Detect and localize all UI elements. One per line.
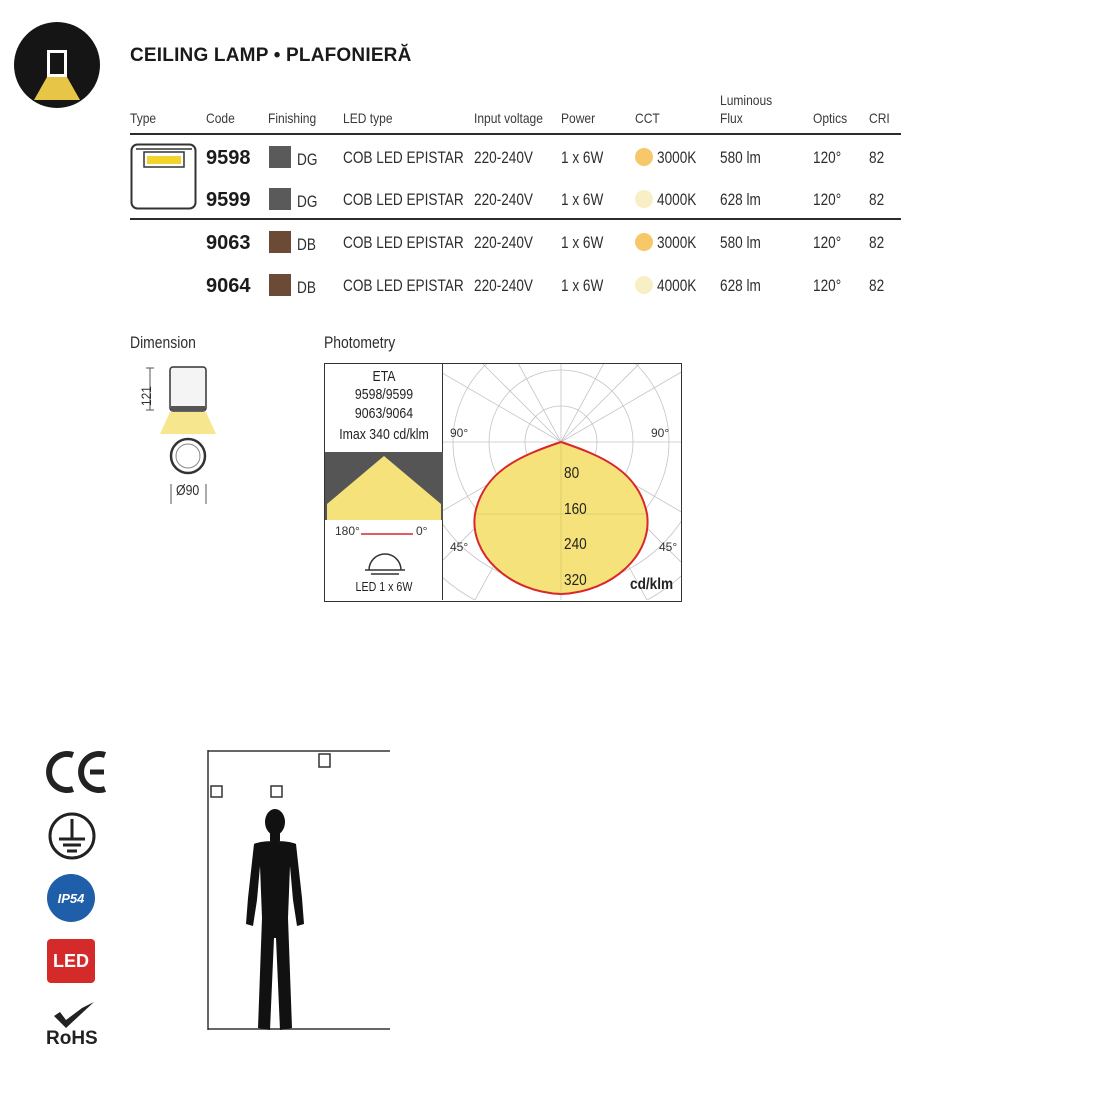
cct-color-dot (635, 148, 653, 166)
cri: 82 (869, 233, 885, 252)
wall-lamp-icon (14, 22, 100, 108)
finish-swatch (269, 146, 291, 168)
finish-swatch (269, 188, 291, 210)
col-power: Power (561, 110, 596, 126)
input-voltage: 220-240V (474, 148, 533, 167)
installation-diagram (206, 748, 392, 1039)
cct-color-dot (635, 190, 653, 208)
power: 1 x 6W (561, 276, 604, 295)
unit-label: cd/klm (630, 576, 674, 593)
ip-rating-badge (47, 874, 95, 922)
ip-rating-text: IP54 (57, 890, 85, 906)
human-silhouette-icon (246, 809, 304, 1030)
header-divider (130, 133, 901, 135)
input-voltage: 220-240V (474, 276, 533, 295)
checkmark-icon (52, 1000, 96, 1030)
ce-mark-icon (46, 749, 110, 800)
optics: 120° (813, 233, 842, 252)
cct: 3000K (657, 148, 697, 167)
rohs-mark (46, 1000, 104, 1052)
optics: 120° (813, 276, 842, 295)
power: 1 x 6W (561, 190, 604, 209)
led-type: COB LED EPISTAR (343, 276, 464, 295)
wall-mounted-lamp-icon (211, 786, 222, 797)
product-code: 9598 (206, 147, 251, 169)
cri: 82 (869, 276, 885, 295)
col-cct: CCT (635, 110, 660, 126)
luminous-flux: 580 lm (720, 148, 761, 167)
led-badge-text: LED (53, 950, 89, 971)
model-group-1: 9598/9599 (354, 386, 414, 403)
product-code: 9064 (206, 275, 251, 297)
eta-label: ETA (372, 368, 396, 385)
angle-90-right: 90° (651, 426, 670, 440)
class-one-earth-icon (47, 811, 97, 866)
scale-right: 0° (416, 524, 428, 538)
led-type: COB LED EPISTAR (343, 190, 464, 209)
product-code: 9063 (206, 232, 251, 254)
brand-logo (14, 22, 100, 108)
finish-swatch (269, 274, 291, 296)
luminous-flux: 628 lm (720, 276, 761, 295)
downlight-icon (365, 550, 405, 576)
group-divider (130, 218, 901, 220)
angle-45-left: 45° (450, 540, 469, 554)
radial-value-80: 80 (564, 465, 580, 482)
model-group-2: 9063/9064 (354, 405, 414, 422)
cct: 4000K (657, 276, 697, 295)
finish-code: DG (297, 192, 318, 211)
col-cri: CRI (869, 110, 890, 126)
cct-color-dot (635, 233, 653, 251)
finish-code: DB (297, 278, 316, 297)
led-type: COB LED EPISTAR (343, 148, 464, 167)
ceiling-lamp-type-icon (130, 143, 198, 216)
scale-left: 180° (335, 524, 360, 538)
radial-value-160: 160 (564, 501, 587, 518)
luminous-flux: 628 lm (720, 190, 761, 209)
col-finishing: Finishing (268, 110, 317, 126)
photometry-label: Photometry (324, 333, 396, 352)
power: 1 x 6W (561, 148, 604, 167)
beam-icon (325, 452, 443, 520)
product-code: 9599 (206, 189, 251, 211)
col-led-type: LED type (343, 110, 393, 126)
angle-90-left: 90° (450, 426, 469, 440)
col-type: Type (130, 110, 157, 126)
rohs-text: RoHS (46, 1028, 98, 1049)
polar-diagram (443, 364, 681, 600)
height-value: 121 (138, 386, 154, 406)
finish-code: DG (297, 150, 318, 169)
dimension-label: Dimension (130, 333, 196, 352)
led-type: COB LED EPISTAR (343, 233, 464, 252)
radial-value-240: 240 (564, 536, 587, 553)
col-code: Code (206, 110, 235, 126)
led-spec: LED 1 x 6W (355, 579, 413, 594)
page-title: CEILING LAMP • PLAFONIERĂ (130, 45, 412, 66)
cct: 4000K (657, 190, 697, 209)
cct-color-dot (635, 276, 653, 294)
finish-code: DB (297, 235, 316, 254)
suspended-lamp-icon (271, 786, 282, 797)
photometry-panel (324, 363, 682, 602)
power: 1 x 6W (561, 233, 604, 252)
col-flux: Flux (720, 110, 743, 126)
angle-45-right: 45° (659, 540, 678, 554)
scale-line (361, 532, 413, 536)
cri: 82 (869, 190, 885, 209)
photometry-info (325, 364, 443, 600)
col-optics: Optics (813, 110, 848, 126)
optics: 120° (813, 148, 842, 167)
finish-swatch (269, 231, 291, 253)
imax-value: Imax 340 cd/klm (339, 426, 429, 443)
cct: 3000K (657, 233, 697, 252)
input-voltage: 220-240V (474, 233, 533, 252)
col-luminous: Luminous (720, 92, 773, 108)
led-badge (47, 939, 95, 983)
luminous-flux: 580 lm (720, 233, 761, 252)
diameter-value: Ø90 (176, 482, 200, 499)
optics: 120° (813, 190, 842, 209)
cri: 82 (869, 148, 885, 167)
radial-value-320: 320 (564, 572, 587, 589)
ceiling-mounted-lamp-icon (319, 754, 330, 767)
col-input-voltage: Input voltage (474, 110, 543, 126)
input-voltage: 220-240V (474, 190, 533, 209)
